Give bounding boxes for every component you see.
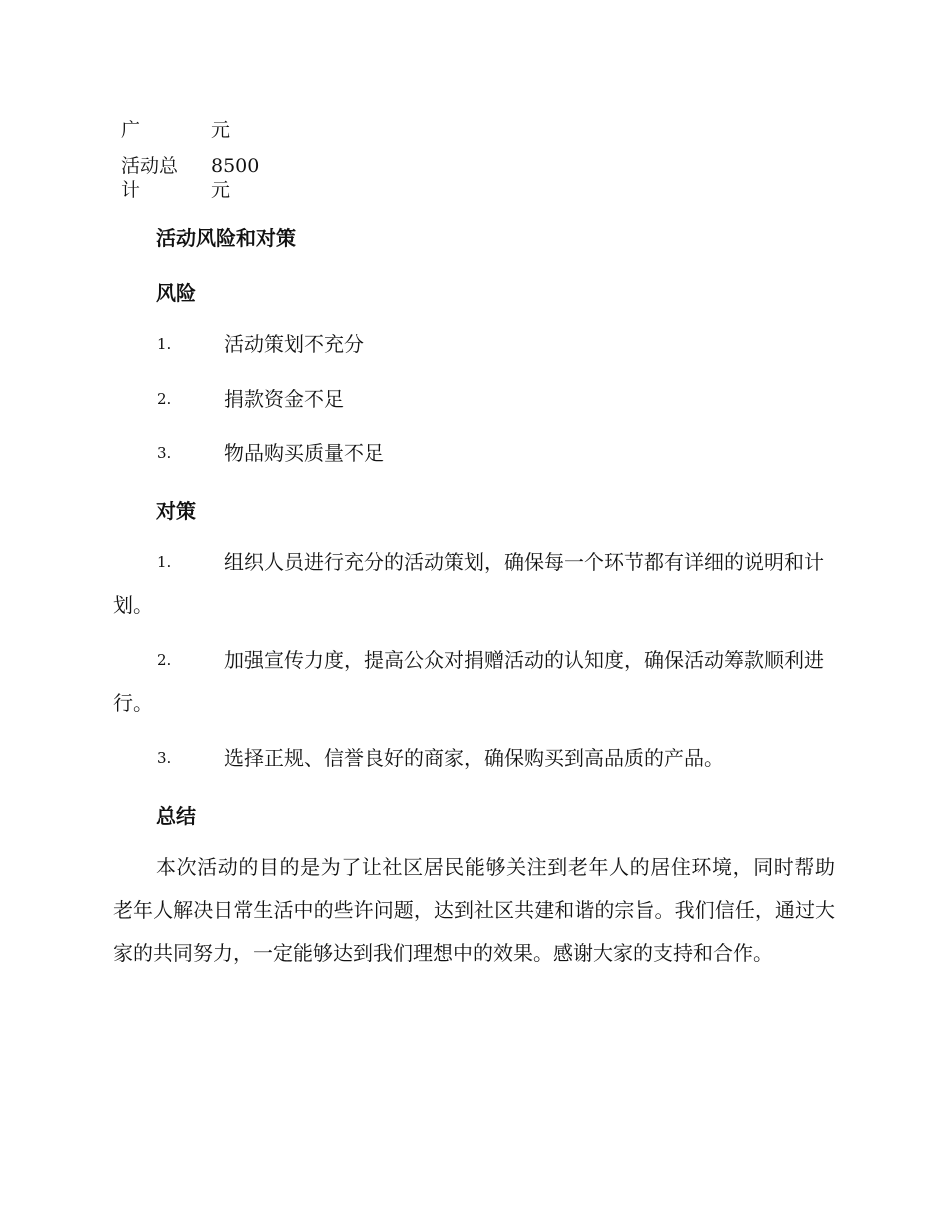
- measure-item: [113, 639, 833, 725]
- budget-label: 广: [121, 119, 141, 141]
- budget-row-total: [113, 152, 313, 204]
- measure-item-text: 加强宣传力度，提高公众对捐赠活动的认知度，确保活动筹款顺利进行。: [113, 648, 824, 715]
- budget-total-label-line1: 活动总: [121, 155, 179, 177]
- measure-item: [113, 541, 833, 627]
- budget-total-value: [211, 152, 271, 204]
- budget-total-label-line2: 计: [121, 179, 141, 201]
- measure-item: [113, 737, 833, 780]
- risk-item: [113, 378, 833, 421]
- measures-subheading: 对策: [156, 499, 196, 523]
- risk-item-text: 捐款资金不足: [224, 387, 344, 411]
- risks-heading: 活动风险和对策: [156, 226, 296, 250]
- budget-table: [113, 112, 313, 204]
- risk-item-text: 物品购买质量不足: [224, 441, 384, 465]
- risk-item-number: 2.: [157, 390, 172, 408]
- budget-row: [113, 112, 313, 144]
- measure-item-number: 3.: [157, 749, 172, 767]
- measure-item-text: 组织人员进行充分的活动策划，确保每一个环节都有详细的说明和计划。: [113, 550, 824, 617]
- budget-total-label: [113, 152, 211, 204]
- risk-item: [113, 323, 833, 366]
- risk-item: [113, 432, 833, 475]
- risk-subheading: 风险: [156, 281, 196, 305]
- risk-item-number: 3.: [157, 444, 172, 462]
- measure-item-text: 选择正规、信誉良好的商家，确保购买到高品质的产品。: [224, 746, 724, 770]
- measure-item-number: 2.: [157, 651, 172, 669]
- summary-heading: 总结: [156, 804, 196, 828]
- budget-total-value-line2: 元: [211, 179, 231, 201]
- risk-item-number: 1.: [157, 335, 172, 353]
- budget-total-value-line1: 8500: [211, 155, 260, 177]
- budget-value: 元: [211, 119, 231, 141]
- risk-item-text: 活动策划不充分: [224, 332, 364, 356]
- summary-paragraph: 本次活动的目的是为了让社区居民能够关注到老年人的居住环境，同时帮助老年人解决日常生活中的些许问题，达到社区共建和谐的宗旨。我们信任，通过大家的共同努力，一定能够达到我们理想中的效果。感谢大家的支持和合作。: [113, 855, 835, 965]
- measure-item-number: 1.: [157, 553, 172, 571]
